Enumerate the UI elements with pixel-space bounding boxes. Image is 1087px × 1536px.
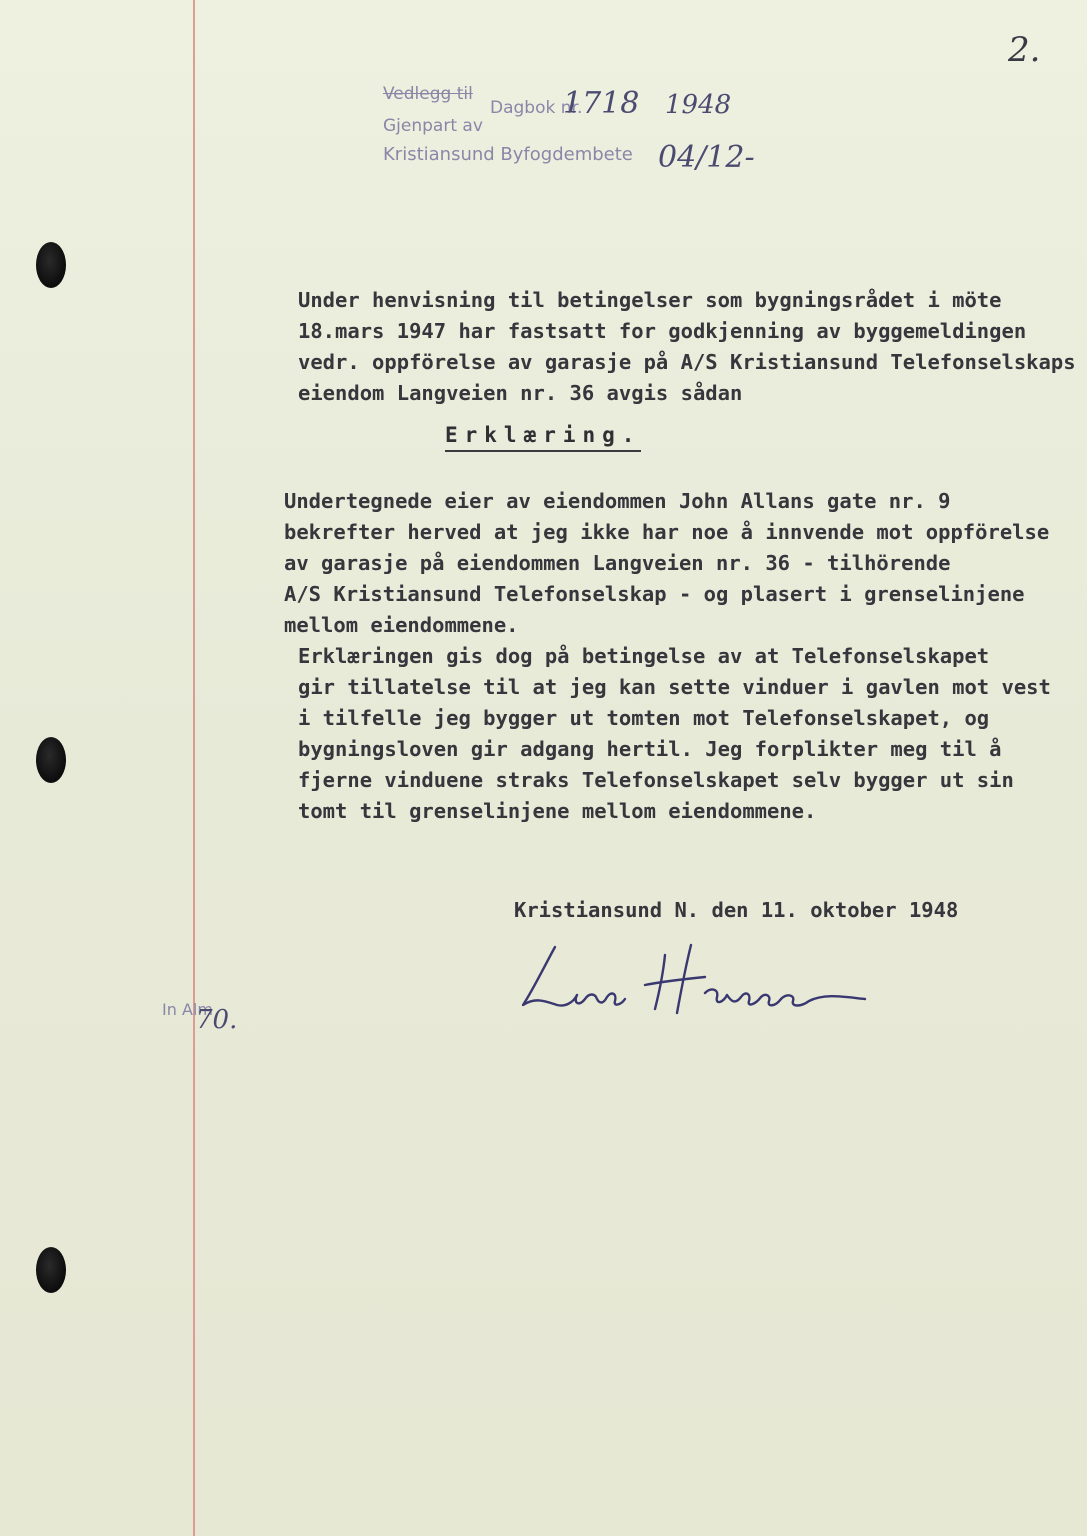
stamp-dagbok: Dagbok nr. bbox=[490, 98, 583, 118]
margin-note: 70. bbox=[196, 1005, 238, 1035]
text-line: bekrefter herved at jeg ikke har noe å innvende mot oppförelse bbox=[284, 520, 1050, 544]
dagbok-number: 1718 bbox=[563, 86, 640, 121]
punch-hole-bottom bbox=[36, 1247, 66, 1293]
stamp-office: Kristiansund Byfogdembete bbox=[383, 144, 633, 165]
text-line: i tilfelle jeg bygger ut tomten mot Telefonselskapet, og bbox=[298, 706, 990, 730]
text-line: vedr. oppförelse av garasje på A/S Kristiansund Telefonselskaps bbox=[298, 350, 1076, 374]
margin-rule bbox=[193, 0, 195, 1536]
document-heading: Erklæring. bbox=[445, 423, 641, 452]
page-number: 2. bbox=[1008, 30, 1041, 70]
text-line: bygningsloven gir adgang hertil. Jeg forplikter meg til å bbox=[298, 737, 1002, 761]
text-line: A/S Kristiansund Telefonselskap - og plasert i grenselinjene bbox=[284, 582, 1025, 606]
text-line: 18.mars 1947 har fastsatt for godkjenning av byggemeldingen bbox=[298, 319, 1027, 343]
text-line: eiendom Langveien nr. 36 avgis sådan bbox=[298, 381, 743, 405]
dagbok-year: 1948 bbox=[665, 90, 732, 120]
handwritten-signature bbox=[515, 935, 875, 1025]
text-line: tomt til grenselinjene mellom eiendommene. bbox=[298, 799, 817, 823]
text-line: fjerne vinduene straks Telefonselskapet selv bygger ut sin bbox=[298, 768, 1014, 792]
place-and-date: Kristiansund N. den 11. oktober 1948 bbox=[514, 898, 959, 922]
text-line: Under henvisning til betingelser som bygningsrådet i möte bbox=[298, 288, 1002, 312]
punch-hole-middle bbox=[36, 737, 66, 783]
text-line: mellom eiendommene. bbox=[284, 613, 519, 637]
margin-stamp: In Alm bbox=[162, 1000, 213, 1019]
paragraph-intro bbox=[248, 285, 1076, 409]
stamp-gjenpart: Gjenpart av bbox=[383, 116, 483, 136]
text-line: Erklæringen gis dog på betingelse av at Telefonselskapet bbox=[298, 644, 990, 668]
text-line: gir tillatelse til at jeg kan sette vinduer i gavlen mot vest bbox=[298, 675, 1051, 699]
punch-hole-top bbox=[36, 242, 66, 288]
paragraph-condition bbox=[248, 641, 1068, 827]
text-line: Undertegnede eier av eiendommen John Allans gate nr. 9 bbox=[284, 489, 951, 513]
dagbok-date: 04/12- bbox=[658, 140, 755, 175]
stamp-vedlegg: Vedlegg til bbox=[383, 84, 473, 104]
paragraph-declaration bbox=[248, 486, 1068, 641]
text-line: av garasje på eiendommen Langveien nr. 36 - tilhörende bbox=[284, 551, 951, 575]
